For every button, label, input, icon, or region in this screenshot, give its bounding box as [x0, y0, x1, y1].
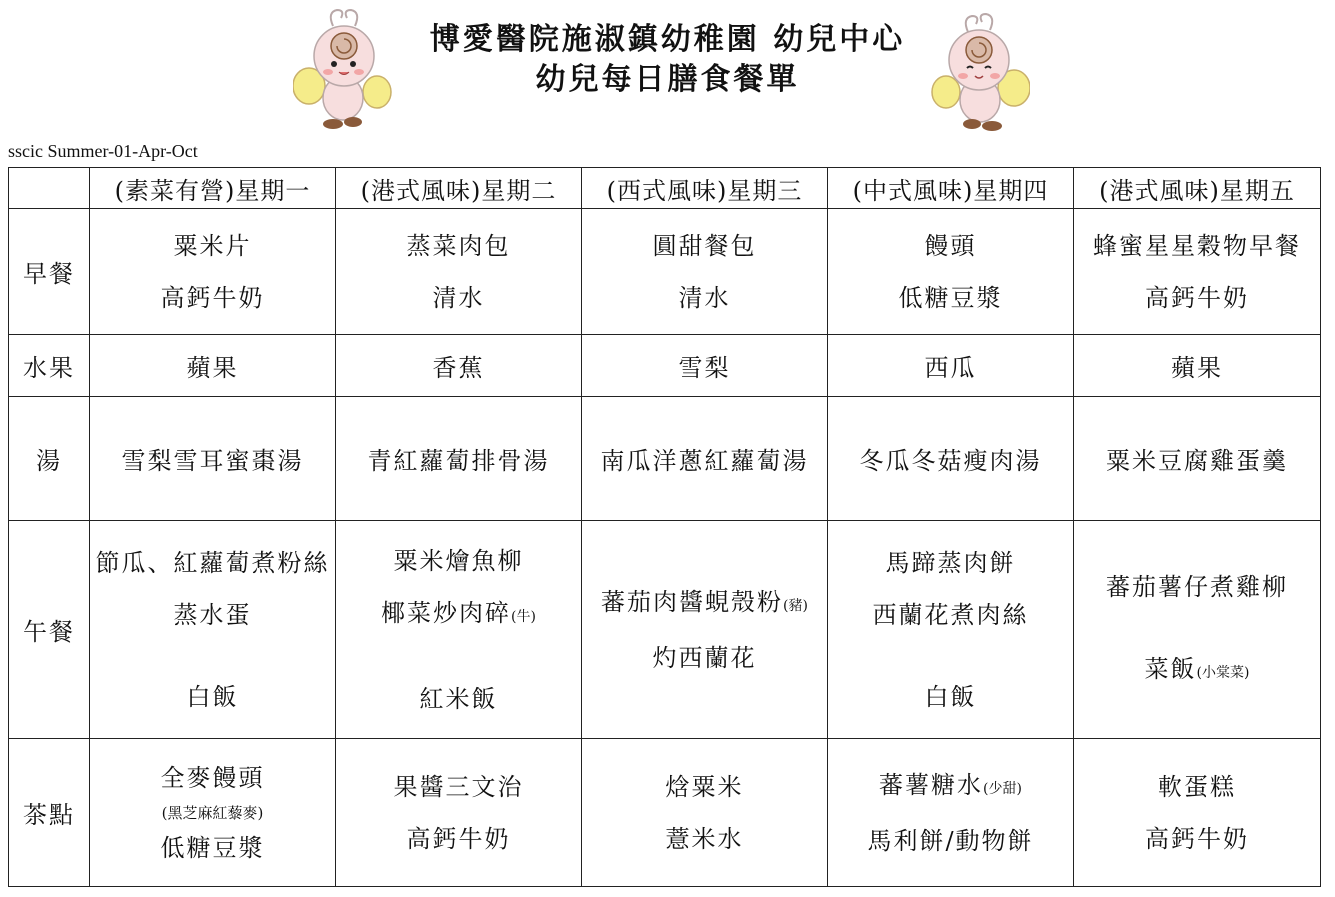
soup-thu: 冬瓜冬菇瘦肉湯: [828, 397, 1074, 521]
lunch-wed: 蕃茄肉醬蜆殼粉(豬) 灼西蘭花: [582, 521, 828, 739]
row-label-fruit: 水果: [9, 335, 90, 397]
snack-mon: 全麥饅頭 (黑芝麻紅藜麥) 低糖豆漿: [90, 739, 336, 887]
day-header-thu: (中式風味)星期四: [828, 168, 1074, 209]
breakfast-fri: 蜂蜜星星穀物早餐 高鈣牛奶: [1074, 209, 1321, 335]
row-label-lunch: 午餐: [9, 521, 90, 739]
fruit-thu: 西瓜: [828, 335, 1074, 397]
snack-fri: 軟蛋糕 高鈣牛奶: [1074, 739, 1321, 887]
day-header-wed: (西式風味)星期三: [582, 168, 828, 209]
breakfast-tue: 蒸菜肉包 清水: [336, 209, 582, 335]
snack-wed: 焓粟米 薏米水: [582, 739, 828, 887]
breakfast-wed: 圓甜餐包 清水: [582, 209, 828, 335]
snack-row: [9, 739, 1321, 887]
row-label-snack: 茶點: [9, 739, 90, 887]
fruit-fri: 蘋果: [1074, 335, 1321, 397]
page-title: 博愛醫院施淑鎮幼稚園 幼兒中心: [429, 22, 906, 57]
soup-fri: 粟米豆腐雞蛋羹: [1074, 397, 1321, 521]
lunch-mon: 節瓜、紅蘿蔔煮粉絲 蒸水蛋 白飯: [90, 521, 336, 739]
lunch-fri: 蕃茄薯仔煮雞柳 菜飯(小棠菜): [1074, 521, 1321, 739]
menu-table: [8, 167, 1321, 887]
breakfast-row: [9, 209, 1321, 335]
breakfast-thu: 饅頭 低糖豆漿: [828, 209, 1074, 335]
snack-tue: 果醬三文治 高鈣牛奶: [336, 739, 582, 887]
breakfast-mon: 粟米片 高鈣牛奶: [90, 209, 336, 335]
soup-mon: 雪梨雪耳蜜棗湯: [90, 397, 336, 521]
soup-wed: 南瓜洋蔥紅蘿蔔湯: [582, 397, 828, 521]
fruit-row: [9, 335, 1321, 397]
day-header-tue: (港式風味)星期二: [336, 168, 582, 209]
lunch-thu: 馬蹄蒸肉餅 西蘭花煮肉絲 白飯: [828, 521, 1074, 739]
soup-row: [9, 397, 1321, 521]
day-header-mon: (素菜有營)星期一: [90, 168, 336, 209]
row-label-breakfast: 早餐: [9, 209, 90, 335]
lunch-tue: 粟米燴魚柳 椰菜炒肉碎(牛) 紅米飯: [336, 521, 582, 739]
bee-mascot-left-icon: [293, 6, 393, 131]
page-subtitle: 幼兒每日膳食餐單: [535, 62, 800, 97]
menu-code: sscic Summer-01-Apr-Oct: [8, 141, 198, 161]
row-label-soup: 湯: [9, 397, 90, 521]
corner-cell: [9, 168, 90, 209]
fruit-wed: 雪梨: [582, 335, 828, 397]
bee-mascot-right-icon: [930, 12, 1030, 137]
fruit-tue: 香蕉: [336, 335, 582, 397]
days-header-row: [9, 168, 1321, 209]
snack-thu: 蕃薯糖水(少甜) 馬利餅/動物餅: [828, 739, 1074, 887]
lunch-row: [9, 521, 1321, 739]
day-header-fri: (港式風味)星期五: [1074, 168, 1321, 209]
soup-tue: 青紅蘿蔔排骨湯: [336, 397, 582, 521]
fruit-mon: 蘋果: [90, 335, 336, 397]
